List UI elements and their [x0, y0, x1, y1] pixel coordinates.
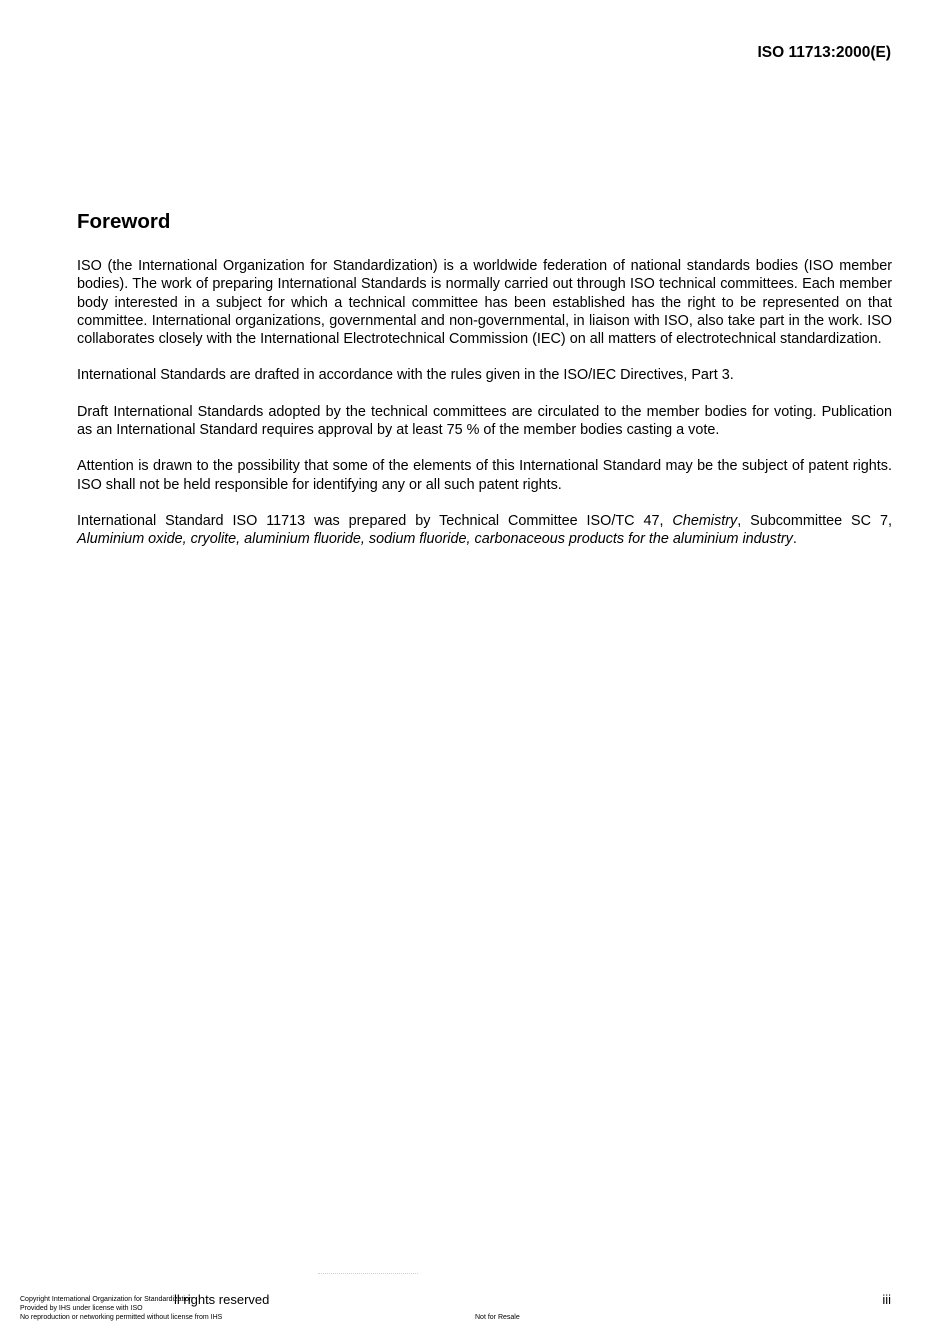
- paragraph-preparation: [77, 512, 892, 549]
- not-for-resale-notice: Not for Resale: [475, 1314, 520, 1321]
- foreword-body: [77, 257, 892, 567]
- reproduction-line: No reproduction or networking permitted without license from IHS: [20, 1314, 223, 1321]
- rights-label: ll rights reserved: [174, 1292, 270, 1307]
- document-identifier: ISO 11713:2000(E): [757, 44, 891, 61]
- preparation-text-3: .: [792, 531, 797, 548]
- committee-name: Chemistry: [672, 512, 738, 529]
- paragraph-patent-rights: Attention is drawn to the possibility that some of the elements of this International Standard may be the subject of patent rights. ISO shall not be held responsible for identifying any or all such patent rights.: [77, 458, 892, 493]
- faint-scan-mark: [318, 1273, 418, 1278]
- page-title: Foreword: [77, 210, 171, 233]
- paragraph-directives: International Standards are drafted in accordance with the rules given in the ISO/IEC Directives, Part 3.: [77, 367, 734, 384]
- preparation-text-1: International Standard ISO 11713 was prepared by Technical Committee ISO/TC 47,: [77, 512, 673, 529]
- preparation-text-2: , Subcommittee SC 7,: [737, 512, 892, 529]
- license-line: Provided by IHS under license with ISO: [20, 1305, 143, 1312]
- paragraph-draft-standards: Draft International Standards adopted by the technical committees are circulated to the member bodies for voting. Publication as an International Standard requires approval by at least 75 % of the member bodies casting a vote.: [77, 403, 892, 439]
- copyright-line: Copyright International Organization for Standardization: [20, 1296, 193, 1303]
- paragraph-iso-intro: ISO (the International Organization for Standardization) is a worldwide federation of national standards bodies (ISO member bodies). The work of preparing International Standards is normally carried out through ISO technical committees. Each member body interested in a subject for which a technical committee has been established has the right to be represented on that committee. International organizations, governmental and non-governmental, in liaison with ISO, also take part in the work. ISO collaborates closely with the International Electrotechnical Commission (IEC) on all matters of electrotechnical standardization.: [77, 258, 892, 348]
- page-number: iii: [882, 1292, 891, 1307]
- subcommittee-name: Aluminium oxide, cryolite, aluminium fluoride, sodium fluoride, carbonaceous products for the aluminium industry: [77, 531, 793, 548]
- copyright-notice: [20, 1295, 222, 1322]
